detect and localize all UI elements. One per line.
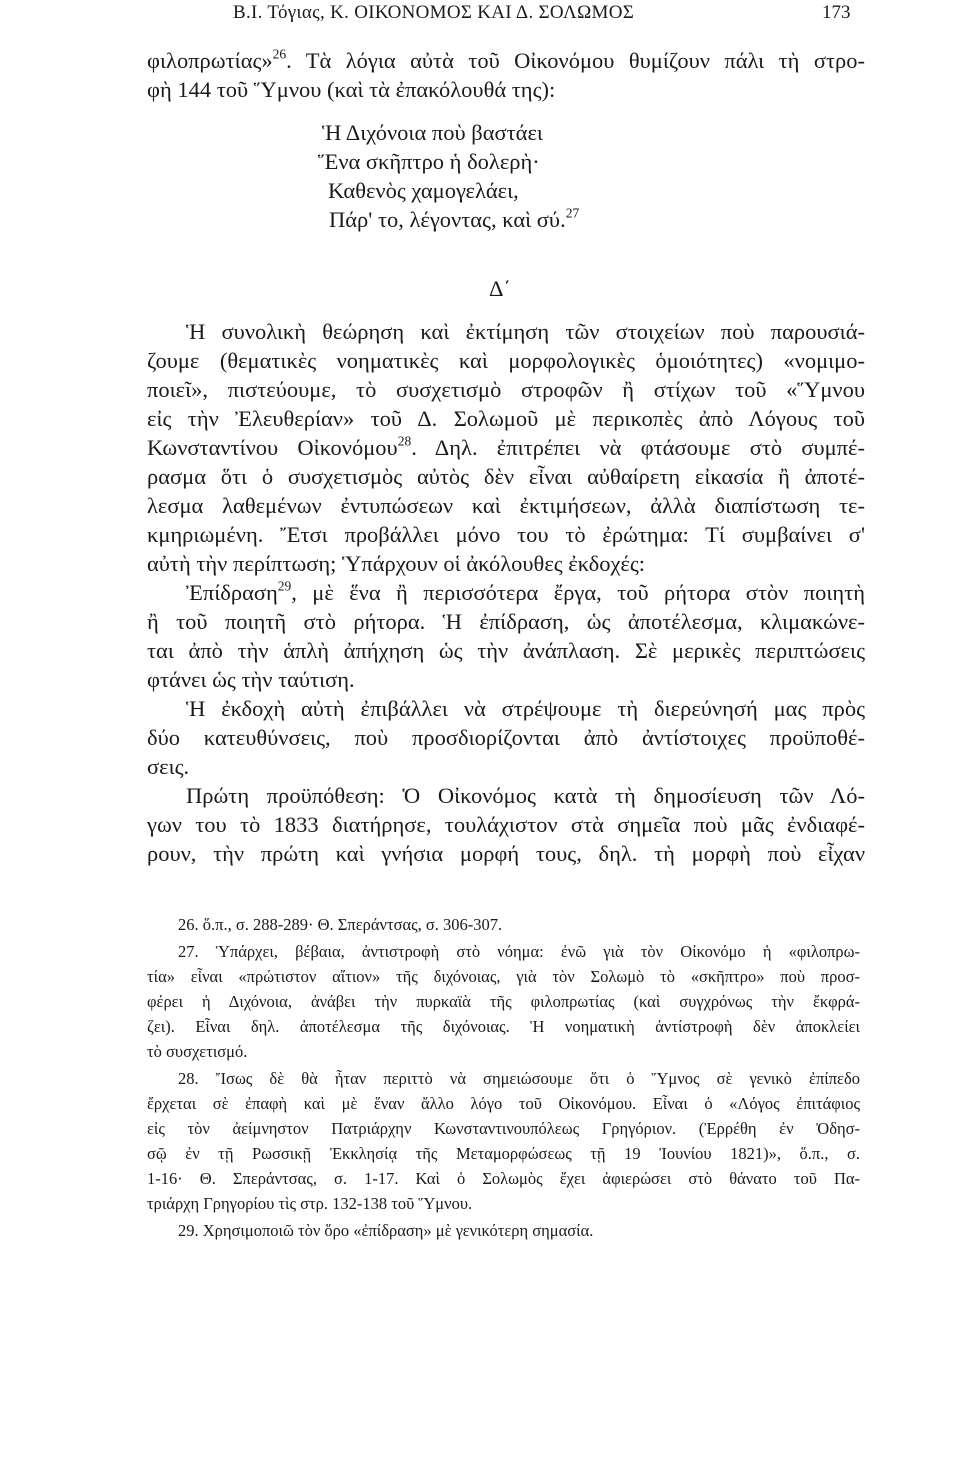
body-line-1: Ἡ συνολικὴ θεώρηση καὶ ἐκτίμηση τῶν στοιχείων ποὺ παρουσιά- [186,319,865,344]
footnote-28-line-4: σῷ ἐν τῇ Ρωσσικῇ Ἐκκλησίᾳ τῆς Μεταμορφώσεως τῇ 19 Ἰουνίου 1821)», ὅ.π., σ. [147,1144,860,1163]
footnote-27-line-5: τὸ συσχετισμό. [147,1042,248,1061]
body-line-5: Κωνσταντίνου Οἰκονόμου$^{28}$. Δηλ. ἐπιτρέπει νὰ φτάσουμε στὸ συμπέ- [147,433,865,460]
body-line-11: ἢ τοῦ ποιητῆ στὸ ρήτορα. Ἡ ἐπίδραση, ὡς ἀποτέλεσμα, κλιμακώνε- [147,609,865,634]
footnote-ref-26: 26 [272,46,287,62]
verse-line-3: Καθενὸς χαμογελάει, [328,178,519,203]
footnote-26: 26. ὅ.π., σ. 288-289· Θ. Σπεράντσας, σ. 306-307. [178,915,503,934]
body-line-17: Πρώτη προϋπόθεση: Ὁ Οἰκονόμος κατὰ τὴ δημοσίευση τῶν Λό- [186,783,865,808]
footnote-ref-29: 29 [277,578,292,594]
footnote-ref-28: 28 [397,433,412,449]
body-line-13: φτάνει ὡς τὴν ταύτιση. [147,667,355,692]
running-head-title: Β.Ι. Τόγιας, Κ. ΟΙΚΟΝΟΜΟΣ ΚΑΙ Δ. ΣΟΛΩΜΟΣ [233,2,635,23]
intro-line-1: φιλοπρωτίας»$^{26}$. Τὰ λόγια αὐτὰ τοῦ Οἰκονόμου θυμίζουν πάλι τὴ στρο- [147,46,865,73]
body-line-8: κμηριωμένη. Ἔτσι προβάλλει μόνο του τὸ ἐρώτημα: Τί συμβαίνει σ' [147,522,865,547]
body-line-15: δύο κατευθύνσεις, ποὺ προσδιορίζονται ἀπὸ ἀντίστοιχες προϋποθέ- [147,725,865,750]
body-line-10: Ἐπίδραση$^{29}$, μὲ ἕνα ἢ περισσότερα ἔργα, τοῦ ρήτορα στὸν ποιητὴ [186,578,865,605]
footnote-28-line-3: εἰς τὸν ἀείμνηστον Πατριάρχην Κωνσταντινουπόλεως Γρηγόριον. (Ἐρρέθη ἐν Ὀδησ- [147,1119,860,1138]
body-line-14: Ἡ ἐκδοχὴ αὐτὴ ἐπιβάλλει νὰ στρέψουμε τὴ διερεύνησή μας πρὸς [186,696,865,721]
body-line-12: ται ἀπὸ τὴν ἁπλὴ ἀπήχηση ὡς τὴν ἀνάπλαση. Σὲ μερικὲς περιπτώσεις [147,638,865,663]
footnote-29: 29. Χρησιμοποιῶ τὸν ὅρο «ἐπίδραση» μὲ γενικότερη σημασία. [178,1221,594,1240]
footnote-27-line-3: φέρει ἡ Διχόνοια, ἀνάβει τὴν πυρκαϊὰ τῆς φιλοπρωτίας (καὶ συγχρόνως τὴν ἔκφρά- [147,992,860,1011]
body-line-19: ρουν, τὴν πρώτη καὶ γνήσια μορφή τους, δηλ. τὴ μορφὴ ποὺ εἶχαν [147,841,865,866]
body-line-16: σεις. [147,754,190,779]
body-line-7: λεσμα λαθεμένων ἐντυπώσεων καὶ ἐκτιμήσεων, ἀλλὰ διαπίστωση τε- [147,493,865,518]
body-line-6: ρασμα ὅτι ὁ συσχετισμὸς αὐτὸς δὲν εἶναι αὐθαίρετη εἰκασία ἢ ἀποτέ- [147,464,865,489]
verse-line-1: Ἡ Διχόνοια ποὺ βαστάει [322,120,543,145]
footnote-28-line-6: τριάρχη Γρηγορίου τὶς στρ. 132-138 τοῦ Ὕμνου. [147,1194,473,1213]
footnote-ref-27: 27 [565,205,580,221]
body-line-18: γων του τὸ 1833 διατήρησε, τουλάχιστον στὰ σημεῖα ποὺ μᾶς ἐνδιαφέ- [147,812,865,837]
section-heading: Δ΄ [489,276,511,301]
running-head [0,0,960,30]
verse-line-4: Πάρ' το, λέγοντας, καὶ σύ.$^{27}$ [329,205,580,232]
footnote-28-line-1: 28. Ἴσως δὲ θὰ ἦταν περιττὸ νὰ σημειώσουμε ὅτι ὁ Ὕμνος σὲ γενικὸ ἐπίπεδο [178,1069,860,1088]
body-line-4: εἰς τὴν Ἐλευθερίαν» τοῦ Δ. Σολωμοῦ μὲ περικοπὲς ἀπὸ Λόγους τοῦ [147,406,865,431]
verse-line-2: Ἕνα σκῆπτρο ἡ δολερὴ· [318,149,540,174]
footnote-27-line-1: 27. Ὑπάρχει, βέβαια, ἀντιστροφὴ στὸ νόημα: ἐνῶ γιὰ τὸν Οἰκονόμο ἡ «φιλοπρω- [178,942,860,961]
footnote-27-line-4: ζει). Εἶναι δηλ. ἀποτέλεσμα τῆς διχόνοιας. Ἡ νοηματικὴ ἀντίστροφὴ δὲν ἀποκλείει [147,1017,860,1036]
footnote-28-line-5: 1-16· Θ. Σπεράντσας, σ. 1-17. Καὶ ὁ Σολωμὸς ἔχει ἀφιερώσει στὸ θάνατο τοῦ Πα- [147,1169,860,1188]
body-line-2: ζουμε (θεματικὲς νοηματικὲς καὶ μορφολογικὲς ὁμοιότητες) «νομιμο- [147,348,865,373]
footnote-27-line-2: τία» εἶναι «πρώτιστον αἴτιον» τῆς διχόνοιας, γιὰ τὸν Σολωμὸ τὸ «σκῆπτρο» ποὺ προσ- [147,967,860,986]
body-line-9: αὐτὴ τὴν περίπτωση; Ὑπάρχουν οἱ ἀκόλουθες ἐκδοχές: [147,551,646,576]
footnote-28-line-2: ἔρχεται σὲ ἐπαφὴ καὶ μὲ ἕναν ἄλλο λόγο τοῦ Οἰκονόμου. Εἶναι ὁ «Λόγος ἐπιτάφιος [147,1094,860,1113]
intro-line-2: φὴ 144 τοῦ Ὕμνου (καὶ τὰ ἐπακόλουθά της): [147,77,556,102]
body-line-3: ποιεῖ», πιστεύουμε, τὸ συσχετισμὸ στροφῶν ἢ στίχων τοῦ «Ὕμνου [147,377,865,402]
page-number: 173 [822,2,851,23]
